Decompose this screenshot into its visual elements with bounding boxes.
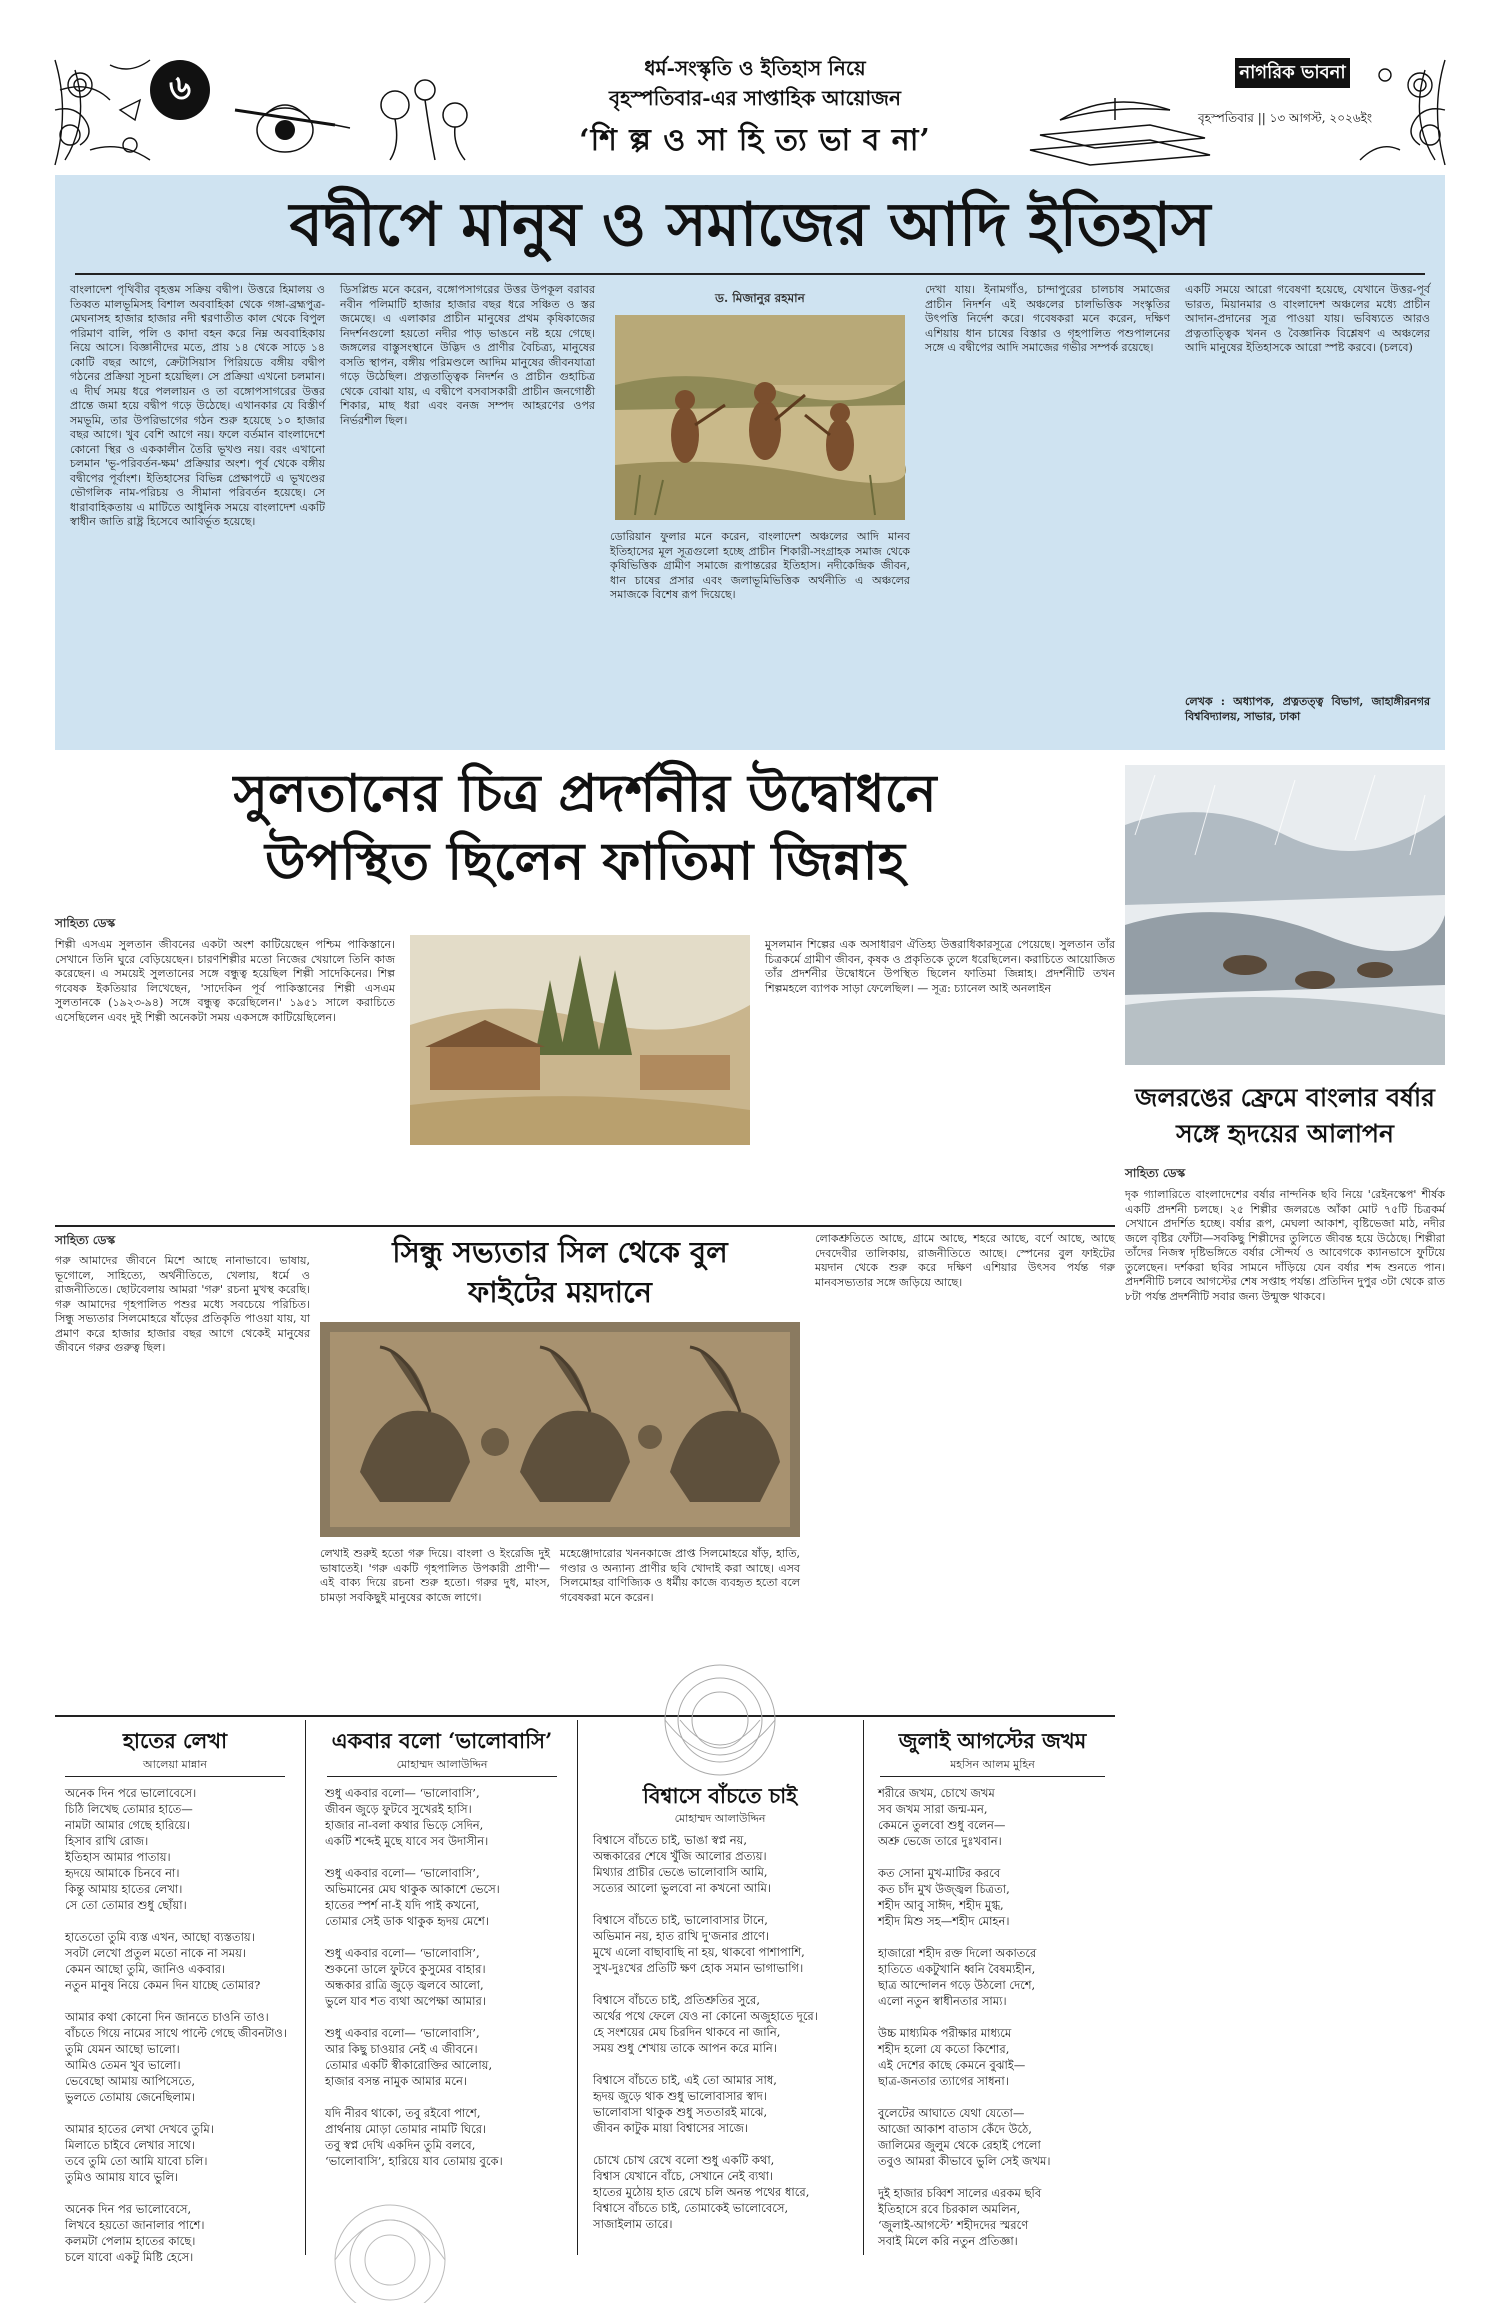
poem-text: অনেক দিন পরে ভালোবেসে। চিঠি লিখেছ তোমার হাতে— নামটা আমার গেছে হারিয়ে। হিসাব রাখি রোজ। ইতিহাস আমার পাতায়। হৃদয়ে আমাকে চিনবে না। কিন্তু আমায় হাতের লেখা। সে তো তোমার শুধু ছোঁয়া। হাতেতো তুমি ব্যস্ত এখন, আছো ব্যস্ততায়। সবটা লেখো প্রতুল মতো নাকে না সময়। কেমন আছো তুমি, জানিও একবার। নতুন মানুষ নিয়ে কেমন দিন যাচ্ছে তোমার? আমার কথা কোনো দিন জানতে চাওনি তাও। বাঁচতে গিয়ে নামের সাথে পাল্টে গেছে জীবনটাও। তুমি যেমন আছো ভালো। আমিও তেমন খুব ভালো। ভেবেছো আমায় আপিসেতে, ভুলতে তোমায় জেনেছিলাম। আমার হাতের লেখা দেখবে তুমি। মিলাতে চাইবে লেখার সাথে। তবে তুমি তো আমি যাবো চলি। তুমিও আমায় যাবে ভুলি। অনেক দিন পর ভালোবেসে, লিখবে হয়তো জানালার পাশে। কলমটা পেলাম হাতের কাছে। চলে যাবো একটু মিষ্টি হেসে। — [65, 1786, 287, 2264]
divider — [577, 1720, 578, 2255]
article3-desk: সাহিত্য ডেস্ক — [55, 1233, 116, 1247]
article1-author: ড. মিজানুর রহমান — [715, 291, 805, 305]
divider — [55, 1715, 1115, 1717]
watercolor-body: দৃক গ্যালারিতে বাংলাদেশের বর্ষার নান্দনিক ছবি নিয়ে 'রেইনস্কেপ' শীর্ষক একটি প্রদর্শনী চলছে। ২৫ শিল্পীর জলরঙে আঁকা মোট ৭৫টি চিত্রকর্ম সেখানে প্রদর্শিত হচ্ছে। বর্ষার রূপ, মেঘলা আকাশ, বৃষ্টিভেজা মাঠ, নদীর জলে বৃষ্টির ফোঁটা—সবকিছু শিল্পীদের তুলিতে জীবন্ত হয়ে উঠেছে। শিল্পীরা তাঁদের নিজস্ব দৃষ্টিভঙ্গিতে বর্ষার সৌন্দর্য ও আবেগকে ক্যানভাসে ফুটিয়ে তুলেছেন। দর্শকরা ছবির সামনে দাঁড়িয়ে যেন বর্ষার শব্দ শুনতে পান। প্রদর্শনীটি চলবে আগস্টের শেষ সপ্তাহ পর্যন্ত। প্রতিদিন দুপুর ৩টা থেকে রাত ৮টা পর্যন্ত প্রদর্শনীটি সবার জন্য উন্মুক্ত থাকবে। — [1125, 1188, 1445, 1303]
article1-headline: বদ্বীপে মানুষ ও সমাজের আদি ইতিহাস — [289, 190, 1211, 260]
ink-pen-illustration-icon — [225, 55, 495, 165]
article1-column-5: একটি সময়ে আরো গবেষণা হয়েছে, যেখানে উত্তর-পূর্ব ভারত, মিয়ানমার ও বাংলাদেশ অঞ্চলের মধ্যে প্রাচীন আদান-প্রদানের সূত্র পাওয়া যায়। ভবিষ্যতে আরও প্রত্নতাত্ত্বিক খনন ও বৈজ্ঞানিক বিশ্লেষণ এ অঞ্চলের আদি মানুষের ইতিহাসকে আরো স্পষ্ট করবে। (চলবে) — [1185, 283, 1430, 354]
article3-headline-line2: ফাইটের ময়দানে — [468, 1275, 652, 1309]
article3-body-left: গরু আমাদের জীবনে মিশে আছে নানাভাবে। ভাষায়, ভূগোলে, সাহিত্যে, অর্থনীতিতে, খেলায়, ধর্মে ও রাজনীতিতে। ছোটবেলায় আমরা 'গরু' রচনা মুখস্থ করেছি। গরু আমাদের গৃহপালিত পশুর মধ্যে সবচেয়ে পরিচিত। সিন্ধু সভ্যতার সিলমোহরে ষাঁড়ের প্রতিকৃতি পাওয়া যায়, যা প্রমাণ করে হাজার হাজার বছর আগে থেকেই মানুষের জীবনে গরুর গুরুত্ব ছিল। — [55, 1254, 310, 1354]
article2-body-right: মুসলমান শিল্পের এক অসাধারণ ঐতিহ্য উত্তরাধিকারসূত্রে পেয়েছে। সুলতান তাঁর চিত্রকর্মে গ্রামীণ জীবন, কৃষক ও প্রকৃতিকে তুলে ধরেছিলেন। করাচিতে আয়োজিত তাঁর প্রদর্শনীর উদ্বোধনে উপস্থিত ছিলেন ফাতিমা জিন্নাহ। প্রদর্শনীটি তখন শিল্পমহলে ব্যাপক সাড়া ফেলেছিল। — সূত্র: চ্যানেল আই অনলাইন — [765, 938, 1115, 995]
article1-column-4: দেখা যায়। ইনামগাঁও, চান্দাপুরের চালচাষ সমাজের প্রাচীন নিদর্শন এই অঞ্চলের চালভিত্তিক সংস্কৃতির উৎপত্তি নির্দেশ করে। গবেষকরা মনে করেন, দক্ষিণ এশিয়ায় ধান চাষের বিস্তার ও গৃহপালিত পশুপালনের সঙ্গে এ বদ্বীপের আদি সমাজের গভীর সম্পর্ক রয়েছে। — [925, 283, 1170, 354]
article-indus-seal — [55, 1232, 1115, 1712]
article-sultan-exhibition — [55, 760, 1115, 1220]
poem-title: একবার বলো ‘ভালোবাসি’ — [331, 1728, 553, 1753]
poem-hater-lekha — [55, 1720, 295, 2264]
watercolor-painting — [1125, 765, 1445, 1065]
section-title: ‘শি ল্প ও সা হি ত্য ভা ব না’ — [579, 123, 931, 158]
article3-body-mid2: মহেঞ্জোদারোর খননকাজে প্রাপ্ত সিলমোহরে ষাঁড়, হাতি, গণ্ডার ও অন্যান্য প্রাণীর ছবি খোদাই করা আছে। এসব সিলমোহর বাণিজ্যিক ও ধর্মীয় কাজে ব্যবহৃত হতো বলে গবেষকরা মনে করেন। — [560, 1547, 800, 1604]
article2-headline-line1: সুলতানের চিত্র প্রদর্শনীর উদ্বোধনে — [233, 763, 937, 824]
poem-poet: আলেয়া মান্নান — [143, 1758, 207, 1771]
poems-section — [55, 1720, 1115, 2264]
article2-body-left: শিল্পী এসএম সুলতান জীবনের একটা অংশ কাটিয়েছেন পশ্চিম পাকিস্তানে। সেখানে তিনি ঘুরে বেড়িয়েছেন। চারণশিল্পীর মতো নিজের খেয়ালে তিনি কাজ করেছেন। এ সময়েই সুলতানের সঙ্গে বন্ধুত্ব হয়েছিল শিল্পী সাদেকিনের। শিল্প গবেষক ইকতিয়ার লিখেছেন, 'সাদেকিন পূর্ব পাকিস্তানের শিল্পী এসএম সুলতানকে (১৯২৩-৯৪) সঙ্গে বন্ধুত্ব করেছিলেন।' ১৯৫১ সালে করাচিতে এসেছিলেন এবং দুই শিল্পী অনেকটা সময় একসঙ্গে কাটিয়েছিলেন। — [55, 938, 395, 1024]
article-ancient-history — [55, 175, 1445, 750]
divider — [327, 1776, 557, 1777]
poem-poet: মোহাম্মদ আলাউদ্দিন — [396, 1758, 488, 1771]
masthead-line1: ধর্ম-সংস্কৃতি ও ইতিহাস নিয়ে — [644, 56, 866, 80]
divider — [65, 1776, 285, 1777]
divider — [880, 1776, 1105, 1777]
floral-ornament-right-icon — [1340, 50, 1450, 170]
watercolor-headline-line2: সঙ্গে হৃদয়ের আলাপন — [1176, 1119, 1394, 1148]
poem-text: শরীরে জখম, চোখে জখম সব জখম সারা জন্ম-মন, কেমনে তুলবো শুধু বলেন— অশ্রু ভেজে তারে দুঃখবান। কত সোনা মুখ-মাটির করবে কত চাঁদ মুখ উজ্জ্বল চিত্রতা, শহীদ আবু সাঈদ, শহীদ মুগ্ধ, শহীদ মিশু সহ—শহীদ মোহন। হাজারো শহীদ রক্ত দিলো অকাতরে হাতিতে একটুখানি ধ্বনি বৈষম্যহীন, ছাত্র আন্দোলন গড়ে উঠলো দেশে, এলো নতুন স্বাধীনতার সাম্য। উচ্চ মাধ্যমিক পরীক্ষার মাধ্যমে শহীদ হলো যে কতো কিশোর, এই দেশের কাছে কেমনে বুঝাই— ছাত্র-জনতার ত্যাগের সাধনা। বুলেটের আঘাতে যেথা যেতো— আজো আকাশ বাতাস কেঁদে উঠে, জালিমের জুলুম থেকে রেহাই পেলো তবুও আমরা কীভাবে ভুলি সেই জখম। দুই হাজার চব্বিশ সালের এরকম ছবি ইতিহাসে রবে চিরকাল অমলিন, ‘জুলাই-আগস্টে’ শহীদদের স্মরণে সবাই মিলে করি নতুন প্রতিজ্ঞা। — [878, 1786, 1051, 2248]
poem-title: জুলাই আগস্টের জখম — [898, 1728, 1087, 1753]
article3-headline-line1: সিন্ধু সভ্যতার সিল থেকে বুল — [392, 1235, 728, 1269]
masthead-line2: বৃহস্পতিবার-এর সাপ্তাহিক আয়োজন — [609, 86, 901, 110]
divider — [305, 1720, 306, 2255]
poem-july-august — [870, 1720, 1115, 2260]
divider — [55, 1225, 1115, 1227]
mandala-ornament-icon — [645, 1720, 795, 1780]
indus-seal-photo — [320, 1322, 800, 1537]
article-watercolor — [1125, 760, 1445, 2050]
article2-desk: সাহিত্য ডেস্ক — [55, 916, 116, 930]
article1-column-1: বাংলাদেশ পৃথিবীর বৃহত্তম সক্রিয় বদ্বীপ। উত্তরে হিমালয় ও তিব্বত মালভূমিসহ বিশাল অববাহিকা থেকে গঙ্গা-ব্রহ্মপুত্র-মেঘনাসহ হাজার হাজার নদী শ্বরণাতীত কাল থেকে বিপুল পরিমাণ বালি, পলি ও কাদা বহন করে নিম্ন অববাহিকায় নিয়ে আসে। বিজ্ঞানীদের মতে, প্রায় ১৪ থেকে সাড়ে ১৪ কোটি বছর আগে, ক্রেটাসিয়াস পিরিয়ডে বঙ্গীয় বদ্বীপ গঠনের প্রক্রিয়া সূচনা হয়েছিল। সে প্রক্রিয়া এখনো চলমান। এ দীর্ঘ সময় ধরে পললায়ন ও তা বঙ্গোপসাগরের উত্তর প্রান্তে জমা হয়ে বদ্বীপ গড়ে উঠেছে। এখানকার যে বিস্তীর্ণ সমভূমি, তার উপরিভাগের গঠন শুরু হয়েছে ১০ হাজার বছর আগে। খুব বেশি আগে নয়। ফলে বর্তমান বাংলাদেশে কোনো স্থির ও এককালীন তৈরি ভূখণ্ড নয়। বরং এখানো চলমান 'ভূ-পরিবর্তন-ক্ষম' প্রক্রিয়ার অংশ। পূর্ব থেকে বঙ্গীয় বদ্বীপের পূর্বাংশ। ইতিহাসের বিভিন্ন প্রেক্ষাপটে এ ভূখণ্ডের ভৌগলিক নাম-পরিচয় ও সীমানা পরিবর্তন হয়েছে। সে ধারাবাহিকতায় এ মাটিতে আধুনিক সময়ে বাংলাদেশ একটি স্বাধীন জাতি রাষ্ট্র হিসেবে আবির্ভূত হয়েছে। — [70, 283, 325, 528]
poem-title: বিশ্বাসে বাঁচতে চাই — [642, 1783, 798, 1808]
divider — [863, 1720, 864, 2255]
divider — [75, 273, 1425, 275]
poem-bishwase-banchte — [585, 1720, 855, 2260]
watercolor-desk: সাহিত্য ডেস্ক — [1125, 1166, 1186, 1180]
poem-text: বিশ্বাসে বাঁচতে চাই, ভাঙা স্বপ্ন নয়, অন্ধকারের শেষে খুঁজি আলোর প্রত্যয়। মিথ্যার প্রাচীর ভেঙে ভালোবাসি আমি, সত্যের আলো ভুলবো না কখনো আমি। বিশ্বাসে বাঁচতে চাই, ভালোবাসার টানে, অভিমান নয়, হাত রাখি দু'জনার প্রাণে। মুখে এলো বাছাবাছি না হয়, থাকবো পাশাপাশি, সুখ-দুঃখের প্রতিটি ক্ষণ হোক সমান ভাগাভাগি। বিশ্বাসে বাঁচতে চাই, প্রতিশ্রুতির সুরে, অর্থের পথে ফেলে যেও না কোনো অজুহাতে দূরে। হে সংশয়ের মেঘ চিরদিন থাকবে না জানি, সময় শুধু শেখায় তাকে আপন করে মানি। বিশ্বাসে বাঁচতে চাই, এই তো আমার সাধ, হৃদয় জুড়ে থাক শুধু ভালোবাসার স্বাদ। ভালোবাসা থাকুক শুধু সততারই মাঝে, জীবন কাটুক মায়া বিশ্বাসের সাজে। চোখে চোখ রেখে বলো শুধু একটি কথা, বিশ্বাস যেখানে বাঁচে, সেখানে নেই ব্যথা। হাতের মুঠোয় হাত রেখে চলি অনন্ত পথের ধারে, বিশ্বাসে বাঁচতে চাই, তোমাকেই ভালোবেসে, সাজাইলাম তারে। — [593, 1833, 818, 2231]
article1-column-2: ডিসপ্লিন্ড মনে করেন, বঙ্গোপসাগরের উত্তর উপকূল বরাবর নবীন পলিমাটি হাজার হাজার বছর ধরে সঞ্চিত ও স্তর জমেছে। এ এলাকার প্রাচীন মানুষের প্রথম কৃষিকাজের নিদর্শনগুলো হয়তো নদীর পাড় ভাঙনে নষ্ট হয়ে গেছে। জঙ্গলের বাস্তুসংস্থানে উদ্ভিদ ও প্রাণীর বৈচিত্র্য, মানুষের বসতি স্থাপন, বঙ্গীয় পরিমণ্ডলে আদিম মানুষের জীবনযাত্রা গড়ে উঠেছিল। প্রত্নতাত্ত্বিক নিদর্শন ও প্রাচীন গুহাচিত্র থেকে বোঝা যায়, এ বদ্বীপে বসবাসকারী প্রাচীন জনগোষ্ঠী শিকার, মাছ ধরা এবং বনজ সম্পদ আহরণের ওপর নির্ভরশীল ছিল। — [340, 283, 595, 427]
article2-painting — [410, 935, 750, 1145]
article3-body-mid: লেখাই শুরুই হতো গরু দিয়ে। বাংলা ও ইংরেজি দুই ভাষাতেই। 'গরু একটি গৃহপালিত উপকারী প্রাণী'—এই বাক্য দিয়ে রচনা শুরু হতো। গরুর দুধ, মাংস, চামড়া সবকিছুই মানুষের কাজে লাগে। — [320, 1547, 550, 1604]
article1-author-note: লেখক : অধ্যাপক, প্রত্নতত্ত্ব বিভাগ, জাহাঙ্গীরনগর বিশ্ববিদ্যালয়, সাভার, ঢাকা — [1185, 695, 1430, 723]
poem-poet: মহসিন আলম মুহিন — [950, 1758, 1035, 1771]
article1-column-3: ডোরিয়ান ফুলার মনে করেন, বাংলাদেশ অঞ্চলের আদি মানব ইতিহাসের মূল সূত্রগুলো হচ্ছে প্রাচীন শিকারী-সংগ্রাহক সমাজ থেকে কৃষিভিত্তিক গ্রামীণ সমাজে রূপান্তরের ইতিহাস। নদীকেন্দ্রিক জীবন, ধান চাষের প্রসার এবং জলাভূমিভিত্তিক অর্থনীতি এ অঞ্চলের সমাজকে বিশেষ রূপ দিয়েছে। — [610, 530, 910, 601]
issue-date: বৃহস্পতিবার || ১৩ আগস্ট, ২০২৬ইং — [1197, 111, 1373, 125]
mandala-ornament-icon — [330, 2150, 450, 2260]
brand-name: নাগরিক ভাবনা — [1239, 62, 1346, 83]
masthead — [50, 50, 1450, 170]
poem-poet: মোহাম্মদ আলাউদ্দিন — [674, 1812, 766, 1825]
article2-headline-line2: উপস্থিত ছিলেন ফাতিমা জিন্নাহ — [265, 831, 905, 892]
article1-painting — [615, 315, 905, 520]
article3-body-right: লোকশ্রুতিতে আছে, গ্রামে আছে, শহরে আছে, বর্ণে আছে, আছে দেবদেবীর তালিকায়, রাজনীতিতে আছে। স্পেনের বুল ফাইটের ময়দান থেকে শুরু করে দক্ষিণ এশিয়ার উৎসব পর্যন্ত গরু মানবসভ্যতার সঙ্গে জড়িয়ে আছে। — [815, 1232, 1115, 1289]
poem-title: হাতের লেখা — [122, 1728, 228, 1753]
watercolor-headline-line1: জলরঙের ফ্রেমে বাংলার বর্ষার — [1135, 1083, 1435, 1112]
brand-logo — [1235, 58, 1350, 88]
page-number: ৬ — [168, 67, 192, 108]
page-number-badge — [150, 60, 210, 120]
poem-text: শুধু একবার বলো— ‘ভালোবাসি’, জীবন জুড়ে ফুটবে সুখেরই হাসি। হাজার না-বলা কথার ভিড়ে সেদিন, একটি শব্দেই মুছে যাবে সব উদাসীন। শুধু একবার বলো— ‘ভালোবাসি’, অভিমানের মেঘ থাকুক আকাশে ভেসে। হাতের স্পর্শ না-ই যদি পাই কখনো, তোমার সেই ডাক থাকুক হৃদয় মেশে। শুধু একবার বলো— ‘ভালোবাসি’, শুকনো ডালে ফুটবে কুসুমের বাহার। অন্ধকার রাত্রি জুড়ে জ্বলবে আলো, ভুলে যাব শত ব্যথা অপেক্ষা আমার। শুধু একবার বলো— ‘ভালোবাসি’, আর কিছু চাওয়ার নেই এ জীবনে। তোমার একটি স্বীকারোক্তির আলোয়, হাজার বসন্ত নামুক আমার মনে। যদি নীরব থাকো, তবু রইবো পাশে, প্রার্থনায় মোড়া তোমার নামটি ঘিরে। তবু স্বপ্ন দেখি একদিন তুমি বলবে, ‘ভালোবাসি’, হারিয়ে যাব তোমায় বুকে। — [325, 1786, 503, 2168]
